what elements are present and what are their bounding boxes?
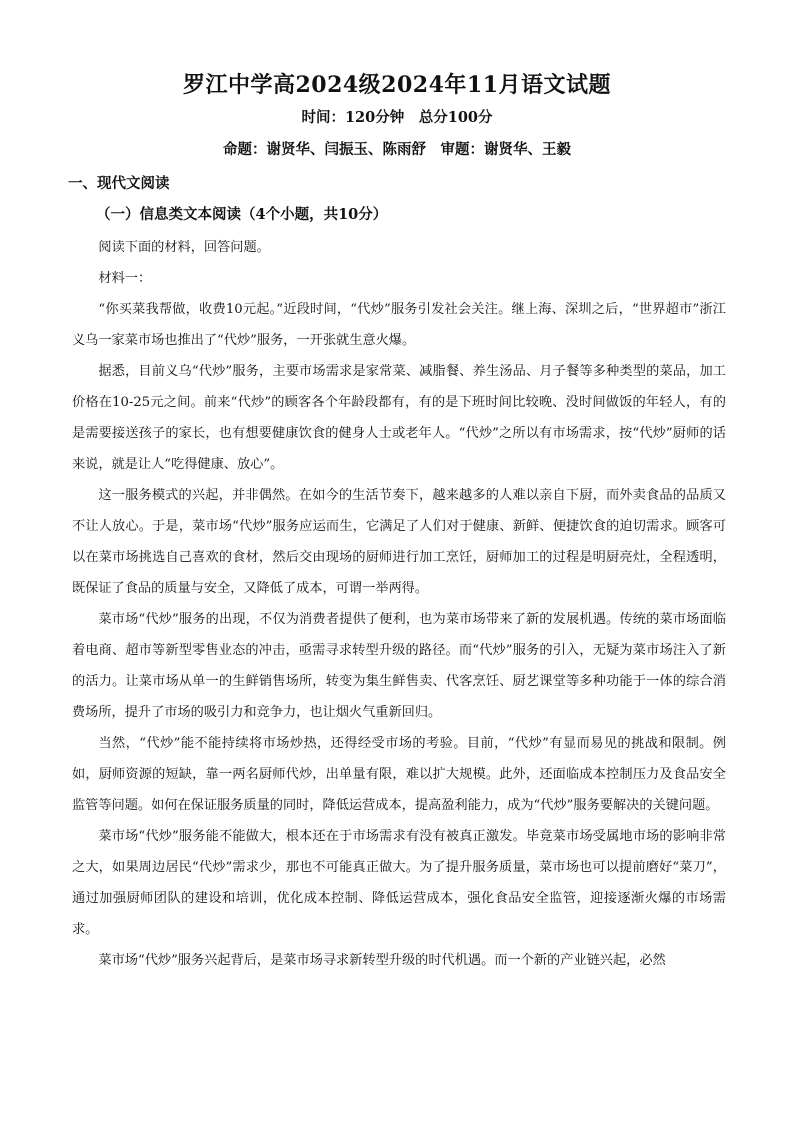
passage-paragraph: 菜市场“代炒”服务能不能做大，根本还在于市场需求有没有被真正激发。毕竟菜市场受属地市场的影响非常之大，如果周边居民“代炒”需求少，那也不可能真正做大。为了提升服务质量，菜市场也可以提前磨好“菜刀”，通过加强厨师团队的建设和培训，优化成本控制、降低运营成本，强化食品安全监管，迎接逐渐火爆的市场需求。: [72, 829, 726, 937]
passage-paragraph: 菜市场“代炒”服务的出现，不仅为消费者提供了便利，也为菜市场带来了新的发展机遇。传统的菜市场面临着电商、超市等新型零售业态的冲击，亟需寻求转型升级的路径。而“代炒”服务的引入，无疑为菜市场注入了新的活力。让菜市场从单一的生鲜销售场所，转变为集生鲜售卖、代客烹饪、厨艺课堂等多种功能于一体的综合消费场所，提升了市场的吸引力和竞争力，也让烟火气重新回归。: [72, 612, 726, 720]
passage-paragraph: 据悉，目前义乌“代炒”服务，主要市场需求是家常菜、减脂餐、养生汤品、月子餐等多种类型的菜品，加工价格在10-25元之间。前来“代炒”的顾客各个年龄段都有，有的是下班时间比较晚、没时间做饭的年轻人，有的是需要接送孩子的家长，也有想要健康饮食的健身人士或老年人。“代炒”之所以有市场需求，按“代炒”厨师的话来说，就是让人“吃得健康、放心”。: [72, 364, 726, 472]
passage-paragraph: 菜市场“代炒”服务兴起背后，是菜市场寻求新转型升级的时代机遇。而一个新的产业链兴起，必然: [98, 953, 666, 968]
reading-passage: [72, 232, 726, 976]
passage-paragraph: “你买菜我帮做，收费10元起。”近段时间，“代炒”服务引发社会关注。继上海、深圳之后，“世界超市”浙江义乌一家菜市场也推出了“代炒”服务，一开张就生意火爆。: [72, 302, 726, 348]
section-heading: 一、现代文阅读: [68, 175, 170, 192]
passage-paragraph: 这一服务模式的兴起，并非偶然。在如今的生活节奏下，越来越多的人难以亲自下厨，而外卖食品的品质又不让人放心。于是，菜市场“代炒”服务应运而生，它满足了人们对于健康、新鲜、便捷饮食的迫切需求。顾客可以在菜市场挑选自己喜欢的食材，然后交由现场的厨师进行加工烹饪，厨师加工的过程是明厨亮灶，全程透明，既保证了食品的质量与安全，又降低了成本，可谓一举两得。: [72, 488, 726, 596]
subsection-heading: （一）信息类文本阅读（4个小题，共10分）: [96, 206, 388, 223]
exam-time-score: 时间：120分钟 总分100分: [301, 109, 493, 126]
exam-authors: 命题：谢贤华、闫振玉、陈雨舒 审题：谢贤华、王毅: [223, 141, 571, 158]
passage-paragraph: 当然，“代炒”能不能持续将市场炒热，还得经受市场的考验。目前，“代炒”有显而易见的挑战和限制。例如，厨师资源的短缺，靠一两名厨师代炒，出单量有限，难以扩大规模。此外，还面临成本控制压力及食品安全监管等问题。如何在保证服务质量的同时，降低运营成本，提高盈利能力，成为“代炒”服务要解决的关键问题。: [72, 736, 726, 813]
material-label: 材料一：: [98, 271, 152, 286]
instruction-text: 阅读下面的材料，回答问题。: [98, 240, 270, 255]
exam-title: 罗江中学高2024级2024年11月语文试题: [182, 72, 612, 98]
